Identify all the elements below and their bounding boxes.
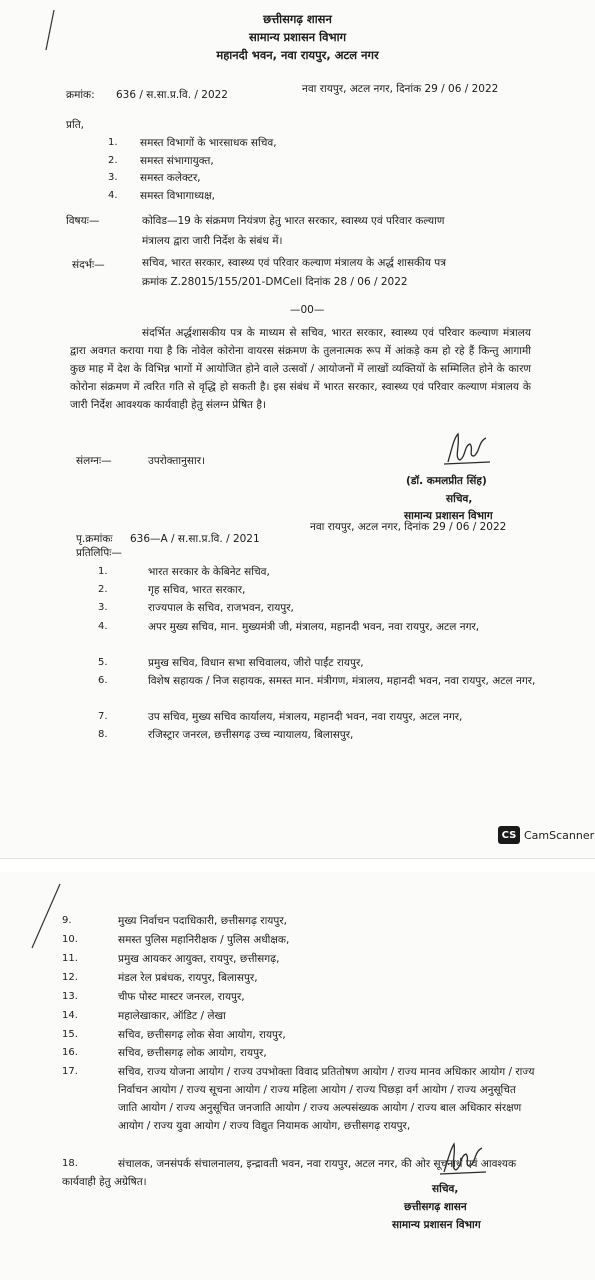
camscanner-text: CamScanner [524,828,595,842]
list-item-text: राज्यपाल के सचिव, राजभवन, रायपुर, [148,602,294,614]
list-item-number: 4. [108,190,118,201]
ref-label: क्रमांक: [66,89,95,101]
list-item-number: 9. [62,915,72,926]
signatory-designation: सचिव, [446,493,473,505]
signature-scribble [440,428,496,468]
list-item-number: 12. [62,972,78,983]
margin-pen-mark-2 [28,882,64,952]
list-item-text: चीफ पोस्ट मास्टर जनरल, रायपुर, [118,991,245,1003]
list-item-number: 1. [108,137,118,148]
list-item-number: 11. [62,953,78,964]
body-paragraph: संदर्भित अर्द्धशासकीय पत्र के माध्यम से सचिव, भारत सरकार, स्वास्थ्य एवं परिवार कल्याण मंत्रालय द्वारा अवगत कराया गया है कि नोवेल कोरोना वायरस संक्रमण के तुलनात्मक रूप में आंकड़े कम हो रहे हैं किन्तु आगामी कुछ माह में देश के विभिन्न भागों में आयोजित होने वाले उत्सवों / आयोजनों में लाखों व्यक्तियों के सम्मिलित होने के कारण कोरोना संक्रमण में त्वरित गति से वृद्धि हो सकती है। इस संबंध में भारत सरकार, स्वास्थ्य एवं परिवार कल्याण मंत्रालय के जारी निर्देश आवश्यक कार्यवाही हेतु संलग्न प्रेषित है। [70,327,531,411]
list-item-number: 7. [98,711,108,722]
header-address: महानदी भवन, नवा रायपुर, अटल नगर [216,48,379,62]
enclosure-text: उपरोक्तानुसार। [148,455,205,467]
list-item-text: समस्त पुलिस महानिरीक्षक / पुलिस अधीक्षक, [118,934,290,946]
list-item-text: विशेष सहायक / निज सहायक, समस्त मान. मंत्रीगण, मंत्रालय, महानदी भवन, नवा रायपुर, अटल नगर, [148,675,536,687]
signatory-department: सामान्य प्रशासन विभाग [404,510,493,522]
subject-line-2: मंत्रालय द्वारा जारी निर्देश के संबंध में। [142,235,283,247]
ref-place-date: नवा रायपुर, अटल नगर, दिनांक 29 / 06 / 2022 [302,83,499,95]
list-item-text: सचिव, राज्य योजना आयोग / राज्य उपभोक्ता विवाद प्रतितोषण आयोग / राज्य मानव अधिकार आयोग / राज्य निर्वाचन आयोग / राज्य सूचना आयोग / राज्य महिला आयोग / राज्य पिछड़ा वर्ग आयोग / राज्य अनुसूचित जाति आयोग / राज्य अनुसूचित जनजाति आयोग / राज्य अल्पसंख्यक आयोग / राज्य बाल अधिकार संरक्षण आयोग / राज्य युवा आयोग / राज्य विद्युत नियामक आयोग, छत्तीसगढ़ रायपुर, [118,1066,535,1132]
list-item-number: 1. [98,566,108,577]
list-item-number: 3. [108,172,118,183]
camscanner-logo: CS [498,826,520,844]
list-item-number: 17. [62,1066,78,1077]
reference-line-2: क्रमांक Z.28015/155/201-DMCell दिनांक 28 / 06 / 2022 [142,276,408,288]
list-item-number: 3. [98,602,108,613]
list-item-text: समस्त कलेक्टर, [140,172,201,184]
list-item-text: भारत सरकार के केबिनेट सचिव, [148,566,270,578]
list-item-text: उप सचिव, मुख्य सचिव कार्यालय, मंत्रालय, महानदी भवन, नवा रायपुर, अटल नगर, [148,711,463,723]
subject-label: विषयः— [66,215,100,227]
list-item-text: प्रमुख आयकर आयुक्त, रायपुर, छत्तीसगढ़, [118,953,280,965]
endorsement-place-date: नवा रायपुर, अटल नगर, दिनांक 29 / 06 / 2022 [310,521,507,533]
list-item-number: 2. [108,155,118,166]
endorsement-number: 636—A / स.सा.प्र.वि. / 2021 [130,533,260,545]
list-item-text: मुख्य निर्वाचन पदाधिकारी, छत्तीसगढ़ रायपुर, [118,915,287,927]
subject-line-1: कोविड—19 के संक्रमण नियंत्रण हेतु भारत सरकार, स्वास्थ्य एवं परिवार कल्याण [142,215,445,227]
signatory-government-2: छत्तीसगढ़ शासन [404,1201,467,1213]
header-department: सामान्य प्रशासन विभाग [248,30,347,44]
list-item-number: 14. [62,1010,78,1021]
list-item-text: संचालक, जनसंपर्क संचालनालय, इन्द्रावती भवन, नवा रायपुर, अटल नगर, की ओर सूचनार्थ एवं आवश्यक कार्यवाही हेतु अग्रेषित। [62,1158,517,1188]
enclosure-label: संलग्नः— [76,455,112,467]
camscanner-watermark [498,826,594,844]
list-item-text: महालेखाकार, ऑडिट / लेखा [118,1010,226,1022]
document-page-2 [0,872,595,1280]
endorsement-label: पृ.क्रमांकः [76,533,113,545]
list-item-number: 15. [62,1029,78,1040]
list-item-text: गृह सचिव, भारत सरकार, [148,584,246,596]
list-item-number: 10. [62,934,78,945]
signature-scribble-2 [438,1138,492,1178]
divider-mark: —00— [290,304,325,316]
list-item-text: समस्त विभागाध्यक्ष, [140,190,215,202]
list-item-text: समस्त संभागायुक्त, [140,155,214,167]
copy-label: प्रतिलिपिः— [76,547,122,559]
list-item-number: 16. [62,1047,78,1058]
ref-number: 636 / स.सा.प्र.वि. / 2022 [116,89,228,101]
reference-line-1: सचिव, भारत सरकार, स्वास्थ्य एवं परिवार कल्याण मंत्रालय के अर्द्ध शासकीय पत्र [142,257,447,269]
list-item-number: 5. [98,657,108,668]
list-item-number: 4. [98,621,108,632]
list-item-text: मंडल रेल प्रबंधक, रायपुर, बिलासपुर, [118,972,258,984]
list-item-text: समस्त विभागों के भारसाधक सचिव, [140,137,277,149]
header-government: छत्तीसगढ़ शासन [263,12,332,26]
signatory-name: (डॉ. कमलप्रीत सिंह) [406,475,487,487]
signatory-designation-2: सचिव, [432,1183,459,1195]
list-item-text: रजिस्ट्रार जनरल, छत्तीसगढ़ उच्च न्यायालय, बिलासपुर, [148,729,354,741]
list-item-number: 6. [98,675,108,686]
list-item-text: अपर मुख्य सचिव, मान. मुख्यमंत्री जी, मंत्रालय, महानदी भवन, नवा रायपुर, अटल नगर, [148,621,480,633]
list-item-number: 18. [62,1158,78,1169]
list-item-text: सचिव, छत्तीसगढ़ लोक आयोग, रायपुर, [118,1047,267,1059]
reference-label: संदर्भः— [72,259,105,271]
list-item-number: 8. [98,729,108,740]
list-item-number: 13. [62,991,78,1002]
list-item-text: प्रमुख सचिव, विधान सभा सचिवालय, जीरो पाईंट रायपुर, [148,657,364,669]
prati-label: प्रति, [66,119,85,131]
list-item-text: सचिव, छत्तीसगढ़ लोक सेवा आयोग, रायपुर, [118,1029,286,1041]
list-item-number: 2. [98,584,108,595]
signatory-department-2: सामान्य प्रशासन विभाग [392,1219,481,1231]
